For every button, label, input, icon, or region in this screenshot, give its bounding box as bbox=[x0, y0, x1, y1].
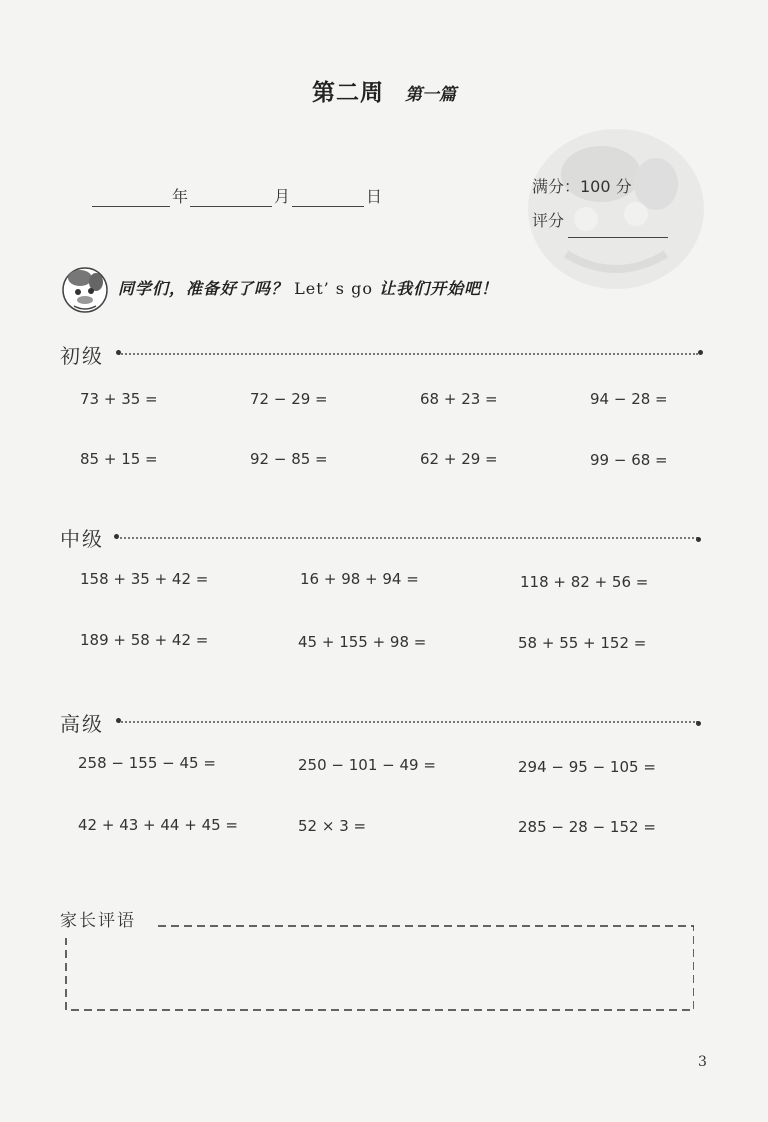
problem: 68 + 23 = bbox=[420, 390, 498, 408]
day-label: 日 bbox=[366, 187, 383, 206]
problem: 294 − 95 − 105 = bbox=[518, 758, 656, 776]
section-title-advanced: 高级 bbox=[60, 712, 104, 736]
greeting-part2: 让我们开始吧！ bbox=[379, 279, 499, 298]
section-title-beginner: 初级 bbox=[60, 344, 104, 368]
problem: 85 + 15 = bbox=[80, 450, 158, 468]
problem: 45 + 155 + 98 = bbox=[298, 633, 427, 651]
year-label: 年 bbox=[172, 187, 189, 206]
section-divider-beginner bbox=[118, 353, 698, 355]
greeting-text bbox=[118, 276, 498, 299]
problem: 72 − 29 = bbox=[250, 390, 328, 408]
section-title-intermediate: 中级 bbox=[60, 527, 104, 551]
problem: 158 + 35 + 42 = bbox=[80, 570, 209, 588]
problem: 42 + 43 + 44 + 45 = bbox=[78, 816, 238, 834]
month-blank[interactable] bbox=[190, 188, 272, 207]
month-label: 月 bbox=[274, 187, 291, 206]
divider-dot bbox=[116, 718, 121, 723]
date-fields bbox=[92, 184, 384, 207]
mascot-icon bbox=[60, 262, 110, 316]
grade-label: 评分 bbox=[532, 211, 565, 230]
problem: 258 − 155 − 45 = bbox=[78, 754, 216, 772]
greeting-latin: Let’ s go bbox=[288, 279, 380, 298]
problem: 99 − 68 = bbox=[590, 451, 668, 469]
problem: 285 − 28 − 152 = bbox=[518, 818, 656, 836]
day-blank[interactable] bbox=[292, 188, 364, 207]
problem: 189 + 58 + 42 = bbox=[80, 631, 209, 649]
grade-blank[interactable] bbox=[568, 219, 668, 238]
problem: 92 − 85 = bbox=[250, 450, 328, 468]
problem: 94 − 28 = bbox=[590, 390, 668, 408]
lesson-subtitle: 第一篇 bbox=[405, 85, 456, 105]
page-number: 3 bbox=[698, 1054, 707, 1070]
page-title bbox=[0, 74, 768, 107]
divider-dot bbox=[114, 534, 119, 539]
parent-comment-label: 家长评语 bbox=[60, 911, 136, 931]
divider-dot bbox=[116, 350, 121, 355]
divider-dot bbox=[696, 537, 701, 542]
problem: 62 + 29 = bbox=[420, 450, 498, 468]
divider-dot bbox=[696, 721, 701, 726]
greeting-part1: 同学们，准备好了吗？ bbox=[118, 279, 289, 298]
divider-dot bbox=[698, 350, 703, 355]
section-divider-intermediate bbox=[116, 537, 698, 539]
year-blank[interactable] bbox=[92, 188, 170, 207]
problem: 58 + 55 + 152 = bbox=[518, 634, 647, 652]
problem: 118 + 82 + 56 = bbox=[520, 573, 649, 591]
section-divider-advanced bbox=[118, 721, 698, 723]
full-marks-text: 满分：100 分 bbox=[532, 177, 632, 196]
problem: 250 − 101 − 49 = bbox=[298, 756, 436, 774]
score-box bbox=[532, 170, 668, 238]
problem: 52 × 3 = bbox=[298, 817, 367, 835]
parent-comment-box[interactable] bbox=[64, 924, 694, 1012]
problem: 16 + 98 + 94 = bbox=[300, 570, 419, 588]
week-title: 第二周 bbox=[312, 80, 384, 106]
problem: 73 + 35 = bbox=[80, 390, 158, 408]
